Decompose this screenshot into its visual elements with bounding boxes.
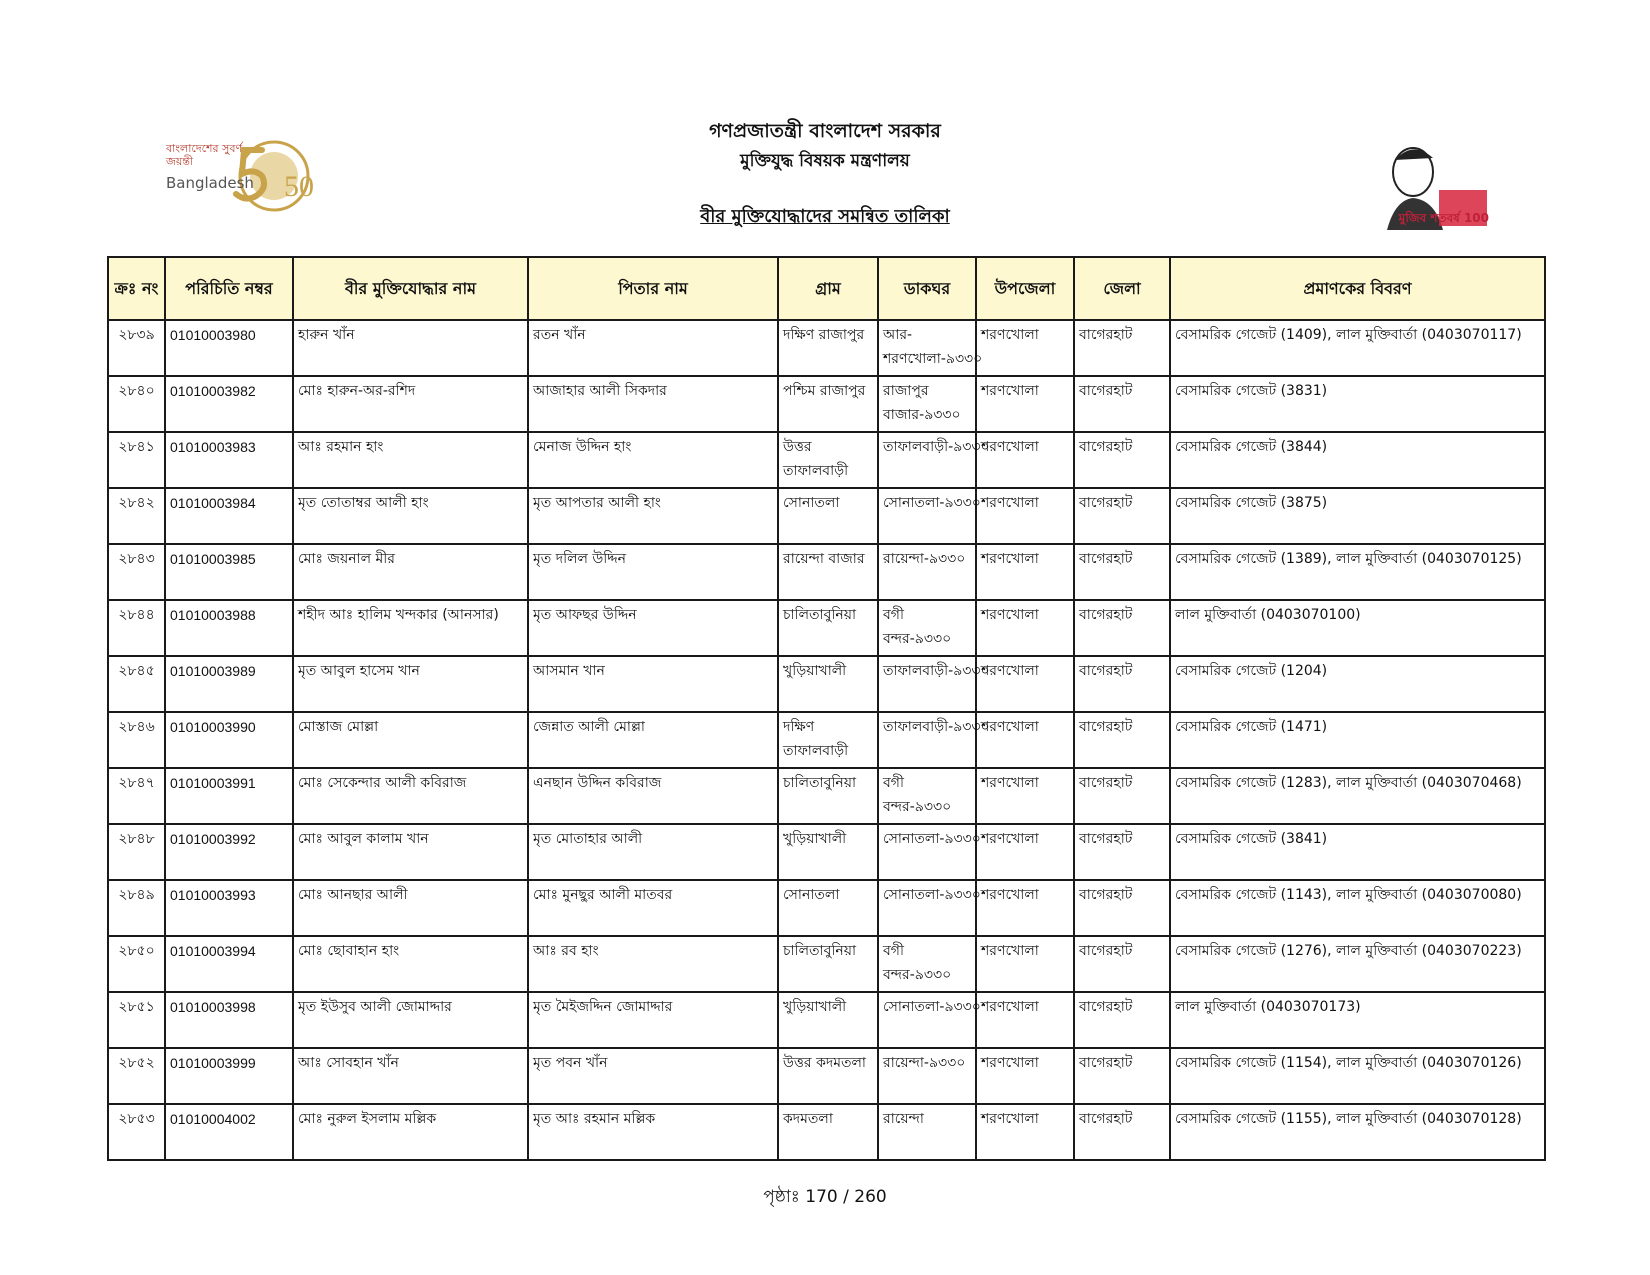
table-row [108, 544, 1545, 600]
cell-proof: বেসামরিক গেজেট (1409), লাল মুক্তিবার্তা (0403070117) [1170, 320, 1545, 376]
cell-id: 01010003984 [165, 488, 293, 544]
column-header: উপজেলা [976, 257, 1074, 320]
cell-sl: ২৮৪৬ [108, 712, 165, 768]
cell-upazila: শরণখোলা [976, 600, 1074, 656]
cell-sl: ২৮৪৫ [108, 656, 165, 712]
cell-name: শহীদ আঃ হালিম খন্দকার (আনসার) [293, 600, 528, 656]
cell-post: রায়েন্দা [878, 1104, 976, 1160]
table-row [108, 656, 1545, 712]
cell-village: চালিতাবুনিয়া [778, 600, 878, 656]
cell-sl: ২৮৫১ [108, 992, 165, 1048]
cell-upazila: শরণখোলা [976, 432, 1074, 488]
cell-post: তাফালবাড়ী-৯৩৩০ [878, 432, 976, 488]
column-header: প্রমাণকের বিবরণ [1170, 257, 1545, 320]
mujib-centenary-number: 100 [1463, 211, 1489, 225]
cell-upazila: শরণখোলা [976, 880, 1074, 936]
cell-id: 01010003983 [165, 432, 293, 488]
cell-id: 01010003999 [165, 1048, 293, 1104]
cell-proof: বেসামরিক গেজেট (1276), লাল মুক্তিবার্তা (0403070223) [1170, 936, 1545, 992]
cell-proof: লাল মুক্তিবার্তা (0403070100) [1170, 600, 1545, 656]
cell-post: বগী বন্দর-৯৩৩০ [878, 600, 976, 656]
cell-post: সোনাতলা-৯৩৩০ [878, 992, 976, 1048]
cell-village: উত্তর তাফালবাড়ী [778, 432, 878, 488]
column-header: গ্রাম [778, 257, 878, 320]
cell-father: মৃত দলিল উদ্দিন [528, 544, 778, 600]
cell-id: 01010003993 [165, 880, 293, 936]
golden-jubilee-bn-text: বাংলাদেশের সুবর্ণ জয়ন্তী [166, 142, 243, 168]
cell-sl: ২৮৪৪ [108, 600, 165, 656]
cell-upazila: শরণখোলা [976, 1048, 1074, 1104]
cell-district: বাগেরহাট [1074, 432, 1170, 488]
ministry-title: মুক্তিযুদ্ধ বিষয়ক মন্ত্রণালয় [740, 151, 910, 171]
cell-proof: বেসামরিক গেজেট (1155), লাল মুক্তিবার্তা (0403070128) [1170, 1104, 1545, 1160]
cell-father: মৃত পবন খাঁন [528, 1048, 778, 1104]
cell-name: মোঃ ছোবাহান হাং [293, 936, 528, 992]
cell-post: তাফালবাড়ী-৯৩৩০ [878, 712, 976, 768]
cell-village: চালিতাবুনিয়া [778, 768, 878, 824]
cell-name: মোঃ সেকেন্দার আলী কবিরাজ [293, 768, 528, 824]
golden-jubilee-number: 50 [284, 170, 314, 203]
cell-upazila: শরণখোলা [976, 544, 1074, 600]
cell-proof: লাল মুক্তিবার্তা (0403070173) [1170, 992, 1545, 1048]
column-header: ডাকঘর [878, 257, 976, 320]
cell-post: বগী বন্দর-৯৩৩০ [878, 936, 976, 992]
cell-post: তাফালবাড়ী-৯৩৩০ [878, 656, 976, 712]
cell-sl: ২৮৪৮ [108, 824, 165, 880]
cell-proof: বেসামরিক গেজেট (1204) [1170, 656, 1545, 712]
cell-id: 01010003989 [165, 656, 293, 712]
cell-name: মোঃ জয়নাল মীর [293, 544, 528, 600]
table-row [108, 712, 1545, 768]
cell-id: 01010003985 [165, 544, 293, 600]
cell-name: মৃত ইউসুব আলী জোমাদ্দার [293, 992, 528, 1048]
cell-proof: বেসামরিক গেজেট (3875) [1170, 488, 1545, 544]
government-title: গণপ্রজাতন্ত্রী বাংলাদেশ সরকার [709, 120, 941, 142]
cell-village: পশ্চিম রাজাপুর [778, 376, 878, 432]
column-header: বীর মুক্তিযোদ্ধার নাম [293, 257, 528, 320]
cell-father: আসমান খান [528, 656, 778, 712]
column-header: জেলা [1074, 257, 1170, 320]
cell-village: রায়েন্দা বাজার [778, 544, 878, 600]
cell-proof: বেসামরিক গেজেট (3841) [1170, 824, 1545, 880]
cell-father: মেনাজ উদ্দিন হাং [528, 432, 778, 488]
cell-sl: ২৮৪৯ [108, 880, 165, 936]
cell-proof: বেসামরিক গেজেট (1389), লাল মুক্তিবার্তা (0403070125) [1170, 544, 1545, 600]
cell-father: মৃত আপতার আলী হাং [528, 488, 778, 544]
cell-district: বাগেরহাট [1074, 712, 1170, 768]
cell-name: আঃ সোবহান খাঁন [293, 1048, 528, 1104]
cell-village: খুড়িয়াখালী [778, 656, 878, 712]
cell-father: মৃত মোতাহার আলী [528, 824, 778, 880]
cell-name: মোঃ হারুন-অর-রশিদ [293, 376, 528, 432]
cell-upazila: শরণখোলা [976, 488, 1074, 544]
column-header: পিতার নাম [528, 257, 778, 320]
list-title: বীর মুক্তিযোদ্ধাদের সমন্বিত তালিকা [700, 206, 950, 227]
cell-upazila: শরণখোলা [976, 768, 1074, 824]
cell-district: বাগেরহাট [1074, 600, 1170, 656]
cell-name: মৃত আবুল হাসেম খান [293, 656, 528, 712]
table-row [108, 432, 1545, 488]
cell-district: বাগেরহাট [1074, 656, 1170, 712]
cell-id: 01010003982 [165, 376, 293, 432]
cell-district: বাগেরহাট [1074, 320, 1170, 376]
cell-upazila: শরণখোলা [976, 824, 1074, 880]
cell-sl: ২৮৩৯ [108, 320, 165, 376]
cell-father: রতন খাঁন [528, 320, 778, 376]
mujib-centenary-label: মুজিব শতবর্ষ [1398, 211, 1460, 225]
current-page: 170 [805, 1187, 838, 1207]
cell-name: মোঃ আবুল কালাম খান [293, 824, 528, 880]
cell-district: বাগেরহাট [1074, 880, 1170, 936]
total-pages: 260 [854, 1187, 887, 1207]
table-row [108, 824, 1545, 880]
page-label: পৃষ্ঠাঃ [763, 1187, 800, 1207]
cell-village: দক্ষিণ তাফালবাড়ী [778, 712, 878, 768]
cell-proof: বেসামরিক গেজেট (1471) [1170, 712, 1545, 768]
cell-village: কদমতলা [778, 1104, 878, 1160]
cell-name: মোস্তাজ মোল্লা [293, 712, 528, 768]
cell-id: 01010004002 [165, 1104, 293, 1160]
cell-father: আঃ রব হাং [528, 936, 778, 992]
cell-post: সোনাতলা-৯৩৩০ [878, 880, 976, 936]
cell-proof: বেসামরিক গেজেট (3844) [1170, 432, 1545, 488]
cell-post: রায়েন্দা-৯৩৩০ [878, 544, 976, 600]
cell-upazila: শরণখোলা [976, 992, 1074, 1048]
cell-father: আজাহার আলী সিকদার [528, 376, 778, 432]
cell-post: রায়েন্দা-৯৩৩০ [878, 1048, 976, 1104]
table-row [108, 1104, 1545, 1160]
cell-id: 01010003998 [165, 992, 293, 1048]
table-body [108, 320, 1545, 1160]
cell-sl: ২৮৪২ [108, 488, 165, 544]
cell-upazila: শরণখোলা [976, 712, 1074, 768]
table-row [108, 880, 1545, 936]
table-row [108, 1048, 1545, 1104]
cell-id: 01010003994 [165, 936, 293, 992]
cell-village: সোনাতলা [778, 488, 878, 544]
cell-post: আর-শরণখোলা-৯৩৩০ [878, 320, 976, 376]
mujib-centenary-logo [1375, 134, 1493, 234]
cell-proof: বেসামরিক গেজেট (3831) [1170, 376, 1545, 432]
golden-jubilee-en-text: Bangladesh [166, 174, 254, 192]
cell-name: মৃত তোতাম্বর আলী হাং [293, 488, 528, 544]
table-row [108, 320, 1545, 376]
cell-village: উত্তর কদমতলা [778, 1048, 878, 1104]
cell-name: হারুন খাঁন [293, 320, 528, 376]
cell-upazila: শরণখোলা [976, 936, 1074, 992]
freedom-fighters-table [107, 256, 1546, 1161]
cell-proof: বেসামরিক গেজেট (1283), লাল মুক্তিবার্তা (0403070468) [1170, 768, 1545, 824]
cell-post: সোনাতলা-৯৩৩০ [878, 824, 976, 880]
table-header-row [108, 257, 1545, 320]
cell-district: বাগেরহাট [1074, 824, 1170, 880]
cell-sl: ২৮৫৩ [108, 1104, 165, 1160]
cell-sl: ২৮৪১ [108, 432, 165, 488]
cell-upazila: শরণখোলা [976, 1104, 1074, 1160]
cell-upazila: শরণখোলা [976, 320, 1074, 376]
cell-sl: ২৮৪৩ [108, 544, 165, 600]
cell-sl: ২৮৫২ [108, 1048, 165, 1104]
column-header: পরিচিতি নম্বর [165, 257, 293, 320]
cell-district: বাগেরহাট [1074, 376, 1170, 432]
column-header: ক্রঃ নং [108, 257, 165, 320]
cell-district: বাগেরহাট [1074, 936, 1170, 992]
cell-district: বাগেরহাট [1074, 1048, 1170, 1104]
cell-sl: ২৮৪০ [108, 376, 165, 432]
cell-id: 01010003991 [165, 768, 293, 824]
document-header [0, 0, 1650, 250]
cell-father: মৃত মৈইজদ্দিন জোমাদ্দার [528, 992, 778, 1048]
cell-upazila: শরণখোলা [976, 376, 1074, 432]
cell-id: 01010003980 [165, 320, 293, 376]
cell-proof: বেসামরিক গেজেট (1154), লাল মুক্তিবার্তা (0403070126) [1170, 1048, 1545, 1104]
cell-father: এনছান উদ্দিন কবিরাজ [528, 768, 778, 824]
cell-district: বাগেরহাট [1074, 544, 1170, 600]
cell-upazila: শরণখোলা [976, 656, 1074, 712]
cell-district: বাগেরহাট [1074, 768, 1170, 824]
cell-father: জেন্নাত আলী মোল্লা [528, 712, 778, 768]
cell-village: চালিতাবুনিয়া [778, 936, 878, 992]
cell-village: খুড়িয়াখালী [778, 824, 878, 880]
cell-id: 01010003990 [165, 712, 293, 768]
cell-father: মোঃ মুনছুর আলী মাতবর [528, 880, 778, 936]
mujib-centenary-text [1399, 210, 1489, 230]
table-row [108, 600, 1545, 656]
cell-father: মৃত আফছর উদ্দিন [528, 600, 778, 656]
cell-sl: ২৮৫০ [108, 936, 165, 992]
cell-village: খুড়িয়াখালী [778, 992, 878, 1048]
cell-id: 01010003992 [165, 824, 293, 880]
cell-village: সোনাতলা [778, 880, 878, 936]
cell-sl: ২৮৪৭ [108, 768, 165, 824]
table-row [108, 936, 1545, 992]
table-row [108, 992, 1545, 1048]
cell-district: বাগেরহাট [1074, 1104, 1170, 1160]
cell-proof: বেসামরিক গেজেট (1143), লাল মুক্তিবার্তা (0403070080) [1170, 880, 1545, 936]
cell-post: রাজাপুর বাজার-৯৩৩০ [878, 376, 976, 432]
cell-village: দক্ষিণ রাজাপুর [778, 320, 878, 376]
cell-name: আঃ রহমান হাং [293, 432, 528, 488]
page-number: পৃষ্ঠাঃ 170 / 260 [763, 1187, 887, 1207]
cell-district: বাগেরহাট [1074, 488, 1170, 544]
table-row [108, 376, 1545, 432]
cell-father: মৃত আঃ রহমান মল্লিক [528, 1104, 778, 1160]
cell-name: মোঃ নুরুল ইসলাম মল্লিক [293, 1104, 528, 1160]
table-row [108, 488, 1545, 544]
table-row [108, 768, 1545, 824]
cell-id: 01010003988 [165, 600, 293, 656]
cell-district: বাগেরহাট [1074, 992, 1170, 1048]
cell-post: বগী বন্দর-৯৩৩০ [878, 768, 976, 824]
cell-post: সোনাতলা-৯৩৩০ [878, 488, 976, 544]
cell-name: মোঃ আনছার আলী [293, 880, 528, 936]
